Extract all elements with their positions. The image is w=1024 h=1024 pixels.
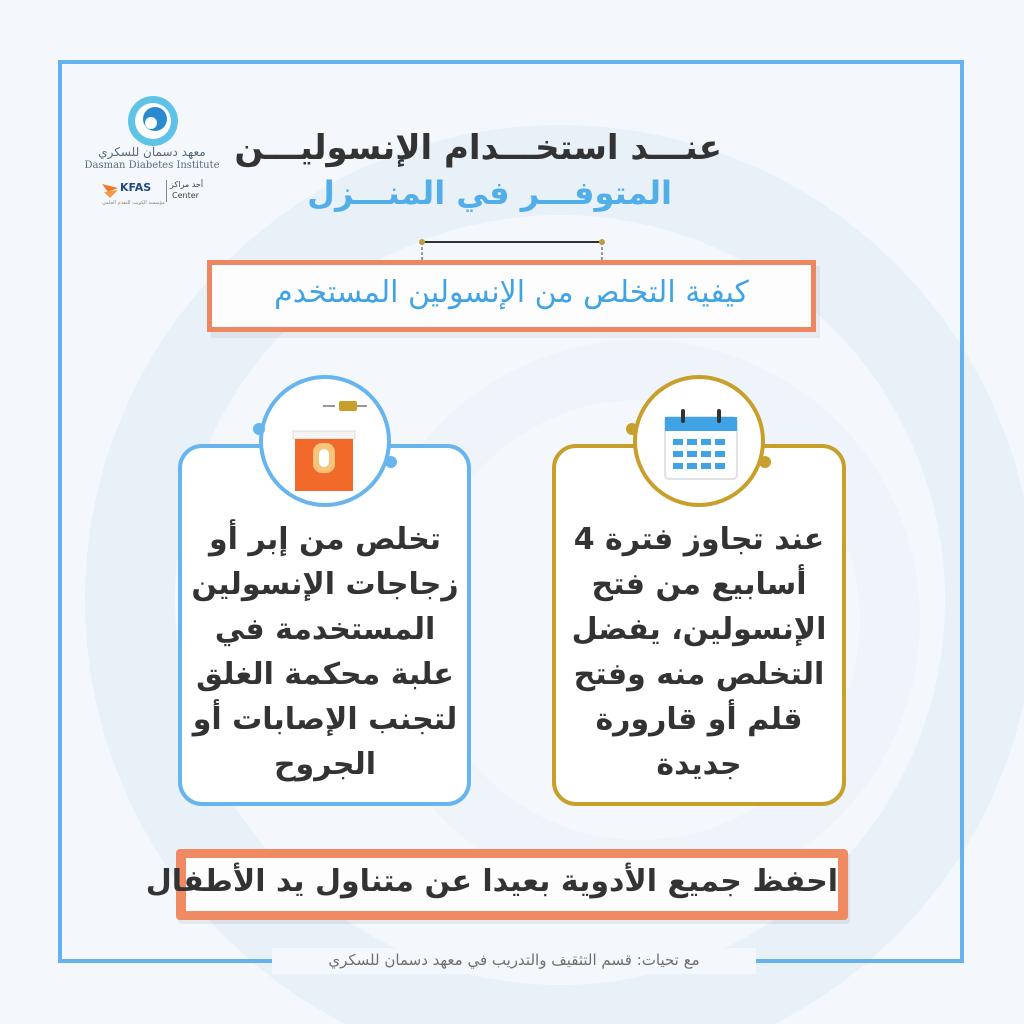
center-label-arabic: أحد مراكز [170,180,204,189]
card-disposal-text: تخلص من إبر أو زجاجات الإنسولين المستخدمة في علبة محكمة الغلق لتجنب الإصابات أو الجروح [191,522,459,782]
kfas-name: KFAS [120,181,152,194]
badge-dot-right [385,456,397,468]
badge-dot-right-gold [759,456,771,468]
card-expiry-text: عند تجاوز فترة 4 أسابيع من فتح الإنسولين، يفضل التخلص منه وفتح قلم أو قارورة جديدة [571,522,827,782]
warning-banner-inner [145,858,838,911]
center-label-english: Center [172,191,199,200]
badge-disposal [259,375,391,507]
calendar-icon [637,379,761,503]
warning-banner-text: احفظ جميع الأدوية بعيدا عن متناول يد الأطفال [145,864,838,899]
logo-divider [166,180,167,202]
section-banner [207,260,816,332]
logo-name-english: Dasman Diabetes Institute [84,160,220,171]
footer-credit: مع تحيات: قسم التثقيف والتدريب في معهد دسمان للسكري [328,951,700,969]
kfas-subtext: مؤسسة الكويت للتقدم العلمي [102,200,165,206]
page-subtitle: المتوفـــر في المنـــزل [307,174,672,212]
page-title: عنـــد استخـــدام الإنسوليـــن [234,128,722,168]
sharps-container-icon [263,379,387,503]
badge-expiry [633,375,765,507]
logo-name-arabic: معهد دسمان للسكري [98,145,206,159]
warning-banner [145,849,848,920]
section-banner-text: كيفية التخلص من الإنسولين المستخدم [274,275,749,310]
dasman-logo-icon [126,94,180,148]
badge-dot-left [253,423,265,435]
badge-dot-left-gold [626,423,638,435]
